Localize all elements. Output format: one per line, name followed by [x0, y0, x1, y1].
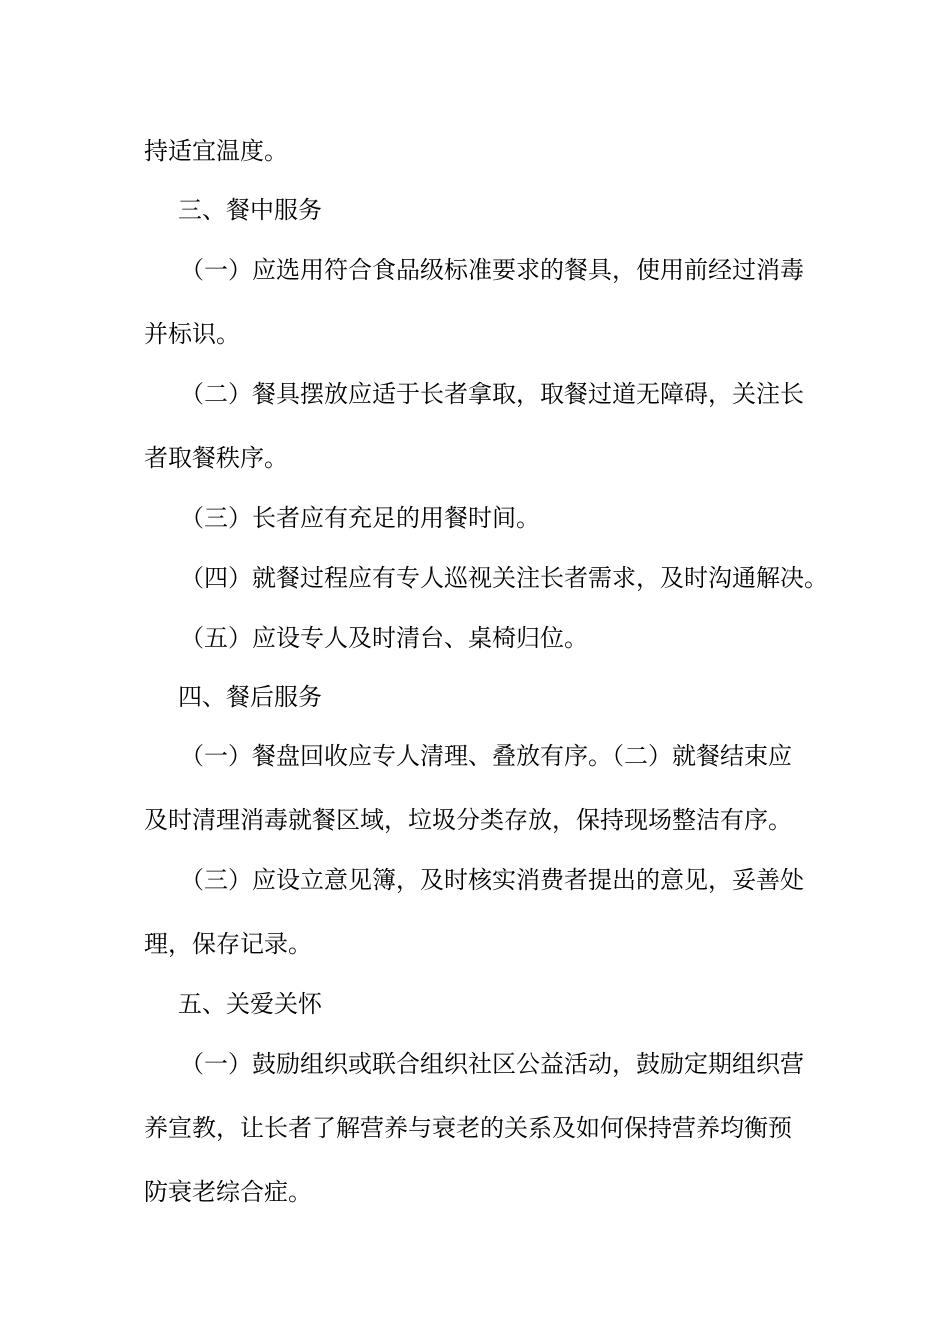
text-line: （一）应选用符合食品级标准要求的餐具，使用前经过消毒 [180, 256, 804, 284]
text-line: （二）餐具摆放应适于长者拿取，取餐过道无障碍，关注长 [180, 380, 804, 408]
text-line: 养宣教，让长者了解营养与衰老的关系及如何保持营养均衡预 [144, 1114, 792, 1142]
text-line: （三）长者应有充足的用餐时间。 [180, 504, 540, 532]
text-line: 防衰老综合症。 [144, 1178, 312, 1206]
text-line: （五）应设专人及时清台、桌椅归位。 [180, 624, 588, 652]
text-line: 者取餐秩序。 [144, 444, 288, 472]
text-line: 并标识。 [144, 320, 240, 348]
section-heading: 三、餐中服务 [178, 196, 322, 224]
text-line: （一）餐盘回收应专人清理、叠放有序。（二）就餐结束应 [180, 742, 792, 770]
text-line: （四）就餐过程应有专人巡视关注长者需求，及时沟通解决。 [180, 564, 828, 592]
text-line: （三）应设立意见簿，及时核实消费者提出的意见，妥善处 [180, 866, 804, 894]
section-heading: 五、关爱关怀 [178, 990, 322, 1018]
text-line: 及时清理消毒就餐区域，垃圾分类存放，保持现场整洁有序。 [144, 806, 792, 834]
section-heading: 四、餐后服务 [178, 683, 322, 711]
text-line: 理，保存记录。 [144, 930, 312, 958]
text-line: 持适宜温度。 [144, 137, 288, 165]
text-line: （一）鼓励组织或联合组织社区公益活动，鼓励定期组织营 [180, 1050, 804, 1078]
